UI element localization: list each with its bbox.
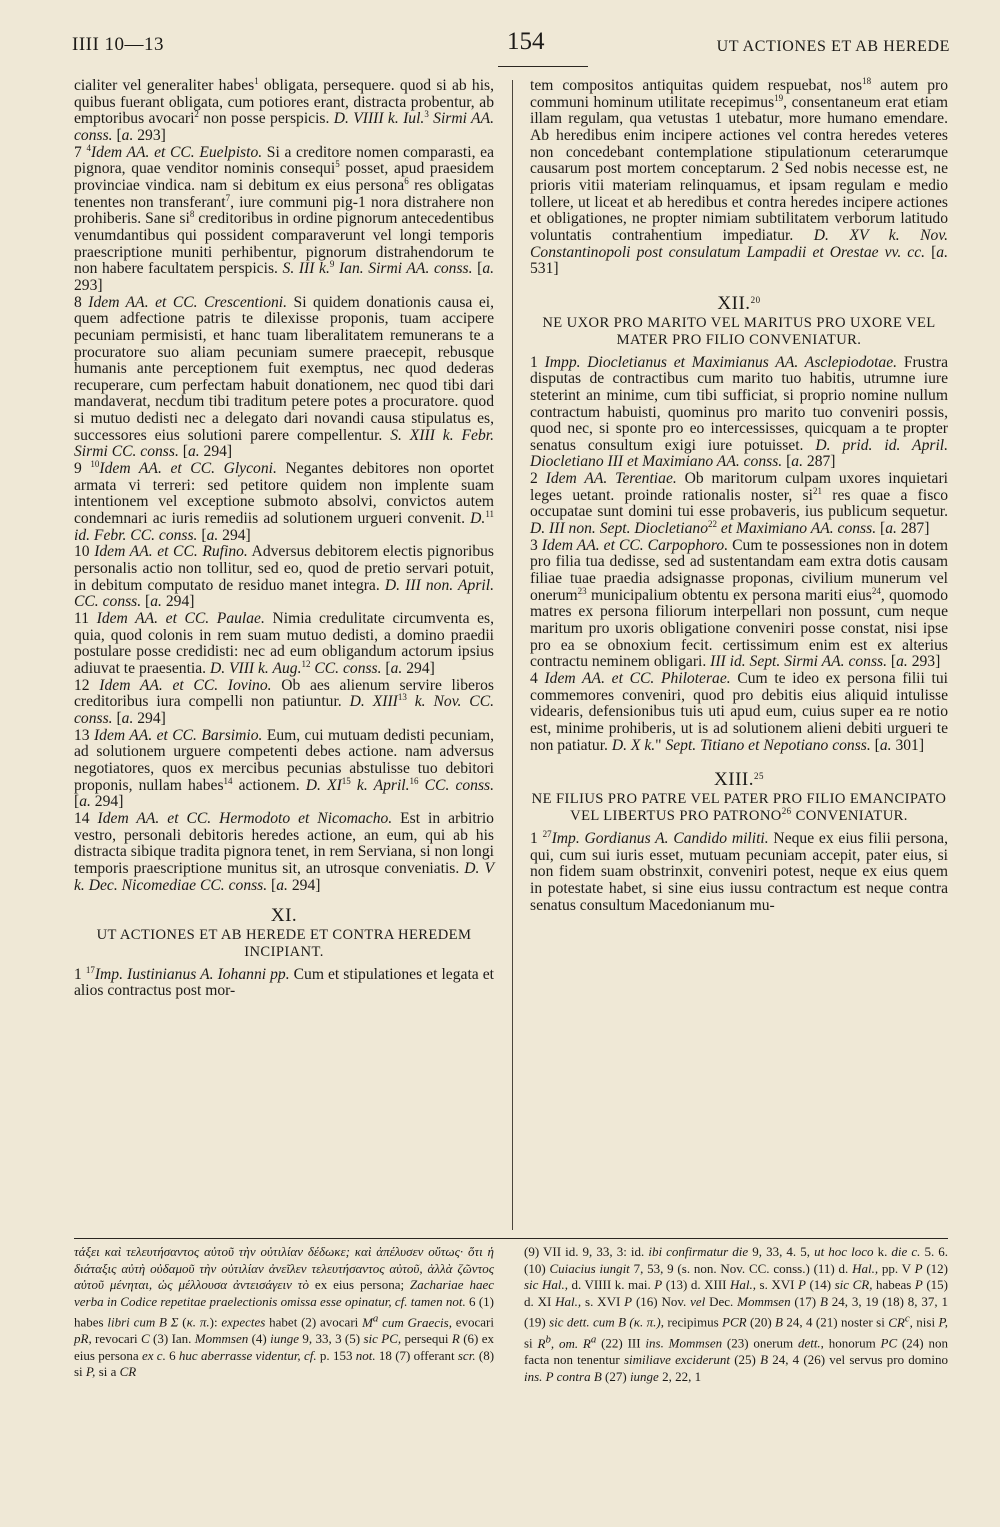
left-paragraph: 12 Idem AA. et CC. Iovino. Ob aes alienum servire liberos creditoribus iura compelli non patiuntur. D. XIII$^{13}$ k. Nov. CC. conss. [a. 294] [74, 676, 494, 727]
left-column [74, 78, 494, 1000]
section-xiii-number: XIII.$^{25}$ [714, 769, 764, 791]
section-xiii-heading [530, 769, 948, 791]
right-column [530, 78, 948, 914]
footnotes-right: (9) VII id. 9, 33, 3: id. ibi confirmatur die 9, 33, 4. 5, ut hoc loco k. die c. 5. 6. (10) Cuiacius iungit 7, 53, 9 (s. non. Nov. CC. conss.) (11) d. Hal., pp. V P (12) sic Hal., d. VIIII k. mai. P (13) d. XIII Hal., s. XVI P (14) sic CR, habeas P (15) d. XI Hal., s. XVI P (16) Nov. vel Dec. Mommsen (17) B 24, 3, 19 (18) 8, 37, 1 (19) sic dett. cum B (κ. π.), recipimus PCR (20) B 24, 4 (21) noster si $CR^c$, nisi P, si $R^b$, om. $R^a$ (22) III ins. Mommsen (23) onerum dett., honorum PC (24) non facta non tenentur similiave exciderunt (25) B 24, 4 (26) vel servus pro domino ins. P contra B (27) iunge 2, 22, 1 [524, 1244, 949, 1384]
left-paragraph: 11 Idem AA. et CC. Paulae. Nimia credulitate circumventa es, quia, quod colonis in rem suam mutuo dedisti, a domino praedii postulare posse credidisti: nec ad eum obligandum actorum ipsius adiuvat te praesentia. D. VIII k. Aug.$^{12}$ CC. conss. [a. 294] [74, 610, 494, 677]
section-xi-heading [74, 905, 494, 927]
section-xii-paragraph: 3 Idem AA. et CC. Carpophoro. Cum te possessiones non in dotem pro filia tua dedisse, sed ad sustentandam eam extra dotis causam filiae tuae praedia adsignasse proponas, civilium munerum vel onerum$^{23}$ municipalium obtentu ex persona mariti eius$^{24}$, quomodo matres ex persona filiorum interpellari non possunt, cum neque maritum pro uxoris obligatione conveniri posse constat, nisi ipse pro ea se obnoxium fecit. certissimum enim est ex alterius contractu neminem obligari. III id. Sept. Sirmi AA. conss. [a. 293] [530, 536, 948, 671]
section-xii-paragraph: 1 Impp. Diocletianus et Maximianus AA. Asclepiodotae. Frustra disputas de contractibus cum marito tuo habitis, utrumne iure steterint an minime, cum tibi sufficiat, si proprio nomine nullum contractum habuisti, quominus pro marito tuo conveniri possis, quod nec, si sponte pro eo intercessisses, quicquam a te propter senatus consultum exigi iure potuisset. D. prid. id. April. Diocletiano III et Maximiano AA. conss. [a. 287] [530, 353, 949, 471]
column-divider [512, 80, 513, 1230]
section-xi-title: UT ACTIONES ET AB HEREDE ET CONTRA HEREDEM INCIPIANT. [96, 926, 472, 960]
left-paragraph: 13 Idem AA. et CC. Barsimio. Eum, cui mutuam dedisti pecuniam, ad solutionem urguere competenti debes actione. nam adversus negotiatores, quos ex mercibus pecunias abstulisse tuo debitori proponis, nullam habes$^{14}$ actionem. D. XI$^{15}$ k. April.$^{16}$ CC. conss. [a. 294] [74, 726, 495, 811]
left-paragraph: 10 Idem AA. et CC. Rufino. Adversus debitorem electis pignoribus personalis actio non tollitur, sed eo, quod de pretio servari potuit, in debitum computato de residuo manet integra. D. III non. April. CC. conss. [a. 294] [74, 543, 494, 611]
section-xiii-title: NE FILIUS PRO PATRE VEL PATER PRO FILIO EMANCIPATO VEL LIBERTUS PRO PATRONO$^{26}$ CONVENIATUR. [531, 790, 947, 824]
header-right: UT ACTIONES ET AB HEREDE [716, 38, 950, 55]
section-xii-paragraph: 2 Idem AA. Terentiae. Ob maritorum culpam uxores inquietari leges uetant. proinde rationalis noster, $si^{21}$ res quae a fisco occupatae sunt domini tui esse probaveris, ius publicum sequetur. D. III non. Sept. Diocletiano$^{22}$ et Maximiano AA. conss. [a. 287] [530, 470, 948, 538]
right-paragraph: tem compositos antiquitas quidem respuebat, nos$^{18}$ autem pro communi hominum utilitate recepimus$^{19}$, consentaneum erat etiam illam regulam, qua vetustas 1 utebatur, more humano emendare. Ab heredibus enim incipere actiones vel contra heredes veteres non concedebant contemplatione stipulationum ceterarumque causarum post mortem conceptarum. 2 Sed nobis necesse est, ne prioris vitii materiam relinquamus, et ipsam regulam e medio tollere, ut liceat et ab heredibus et contra heredes incipere actiones et obligationes, ne propter nimiam subtilitatem verborum latitudo voluntatis contrahentium impediatur. D. XV k. Nov. Constantinopoli post consulatum Lampadii et Orestae vv. cc. [a. 531] [530, 76, 948, 278]
header-left: IIII 10—13 [72, 34, 165, 55]
header-rule [498, 66, 588, 67]
left-paragraph: cialiter vel generaliter habes$^1$ obligata, persequere. quod si ab his, quibus fuerant obligata, cum potiores erant, distracta probentur, ab emptoribus avocari$^2$ non posse perspicis. D. VIIII k. Iul.$^3$ Sirmi AA. conss. [a. 293] [74, 76, 494, 144]
section-xii-paragraph: 4 Idem AA. et CC. Philoterae. Cum te ideo ex persona filii tui commemores conveniri, quod pro debitis eius aliquid intulisse videaris, defensionibus tuis uti apud eum, cuius super ea re notio est, minime prohiberis, ut is ad solutionem alieni debiti urgueri te non patiatur. D. X k." Sept. Titiano et Nepotiano conss. [a. 301] [530, 670, 948, 754]
section-xii-title: NE UXOR PRO MARITO VEL MARITUS PRO UXORE VEL MATER PRO FILIO CONVENIATUR. [542, 314, 936, 348]
section-xi-number: XI. [270, 905, 298, 927]
section-xi-text: 1 $^{17}$Imp. Iustinianus A. Iohanni pp. Cum et stipulationes et legata et alios contractus post mor- [74, 964, 494, 1000]
left-paragraph: 8 Idem AA. et CC. Crescentioni. Si quidem donationis causa ei, quem adfectione patris te dilexisse proponis, tuam accipere pecuniam permisisti, et hanc tuam liberalitatem remunerans te a procuratore suo aliam pecuniam sumere praecepit, rebusque humanis ante perceptionem fuit exemptus, nec quod dederas recuperare, cum perfectam habuit donationem, nec quod tibi dari mandaverat, necdum tibi traditum petere potes a procuratore. quod si mutuo dedisti nec a delegato dari novandi causa stipulatus es, successores eius solutioni parere compellentur. S. XIII k. Febr. Sirmi CC. conss. [a. 294] [74, 293, 494, 461]
left-paragraph: 7 $^4$Idem AA. et CC. Euelpisto. Si a creditore nomen comparasti, ea pignora, quae venditor nominis consequi$^5$ posset, apud praesidem provinciae vindica. nam si debitum ex eius persona$^6$ res obligatas tenentes non transferant$^7$, iure communi pig-1 nora distrahere non prohiberis. Sane $si^8$ creditoribus in ordine pignorum antecedentibus venumdantibus qui possident comparaverunt vel longi temporis praescriptione muniti perhibentur, pignorum distrahendorum te non habere facultatem perspicis. S. III k.$^9$ Ian. Sirmi AA. conss. [a. 293] [74, 142, 495, 294]
left-paragraph: 9 $^{10}$Idem AA. et CC. Glyconi. Negantes debitores non oportet armata vi terreri: sed petitore quidem non implente suam intentionem vel exceptione submoto absolvi, convictos autem condemnari ac iuris remediis ad solutionem urgueri convenit. D.$^{11}$ id. Febr. CC. conss. [a. 294] [74, 459, 494, 544]
left-paragraph: 14 Idem AA. et CC. Hermodoto et Nicomacho. Est in arbitrio vestro, personali debitoris heredes actione, an eum, qui ab his distracta sibique tradita pignora tenet, in rem Serviana, si non longi temporis praescriptione munitus sit, an utrosque conveniatis. D. V k. Dec. Nicomediae CC. conss. [a. 294] [74, 809, 494, 894]
running-header [72, 28, 950, 68]
page-number: 154 [507, 28, 545, 55]
section-xii-number: XII.$^{20}$ [717, 292, 761, 314]
section-xii-heading [530, 292, 948, 314]
section-xiii-text: 1 $^{27}$Imp. Gordianus A. Candido militi. Neque ex eius filii persona, qui, cum sui iuris esset, mutuam pecuniam accepit, pater eius, si non fidem suam obstrinxit, conveniri potest, neque ex eius quem in potestate habet, si sine eius iussu contractum est neque contra senatus consultum Macedonianum mu- [530, 828, 948, 914]
footnote-rule [74, 1238, 948, 1239]
footnotes-left: τάξει καὶ τελευτήσαντος αὐτοῦ τὴν οὐτιλίαν δέδωκε; καὶ ἀπέλυσεν οὕτως· ὅτι ἡ διάταξις αὐτὴ οὐδαμοῦ τὴν οὐτιλίαν ἀνεῖλεν τελευτήσαντος αὐτοῦ, ἀλλὰ ζῶντος αὐτοῦ μένηται, ὡς μέλλουσα ἀντεισάγειν τὸ ex eius persona; Zachariae haec verba in Codice repetitae praelectionis omissa esse opinatur, cf. tamen not. 6 (1) habes libri cum B Σ (κ. π.): expectes habet (2) avocari $M^a$ cum Graecis, evocari pR, revocari C (3) Ian. Mommsen (4) iunge 9, 33, 3 (5) sic PC, persequi R (6) ex eius persona ex c. 6 huc aberrasse videntur, cf. p. 153 not. 18 (7) offerant scr. (8) si P, si a CR [74, 1244, 495, 1380]
